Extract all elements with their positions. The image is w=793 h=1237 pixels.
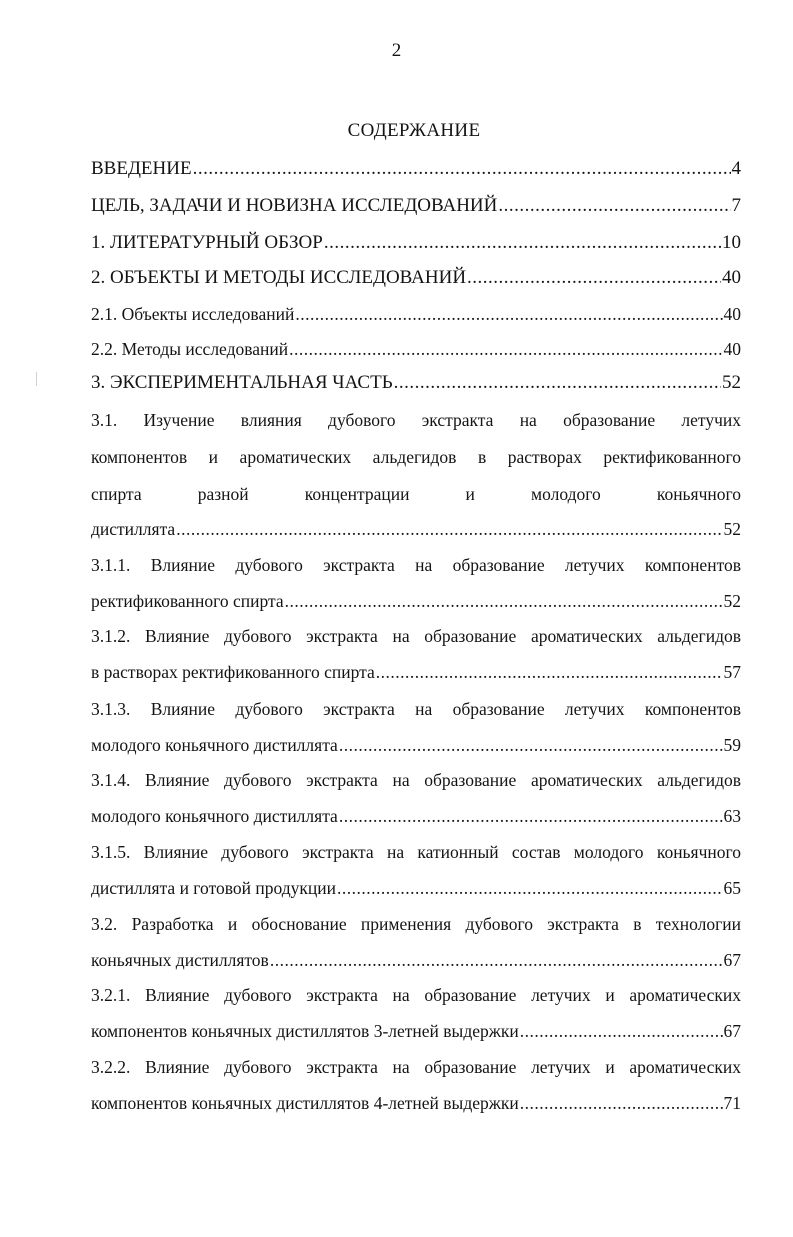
leader-dots [339,733,723,757]
toc-entry-experimental[interactable] [91,371,741,395]
toc-entry-title: 2.1. Объекты исследований [91,304,295,324]
toc-entry-3-1-4-last[interactable] [91,804,741,828]
toc-entry-3-2-last[interactable] [91,948,741,972]
toc-entry-title: 2.2. Методы исследований [91,339,289,359]
toc-entry-page: 59 [723,735,741,755]
leader-dots [376,660,723,684]
leader-dots [498,194,730,218]
toc-entry-page: 52 [723,519,741,539]
toc-entry-title: компонентов коньячных дистиллятов 3-летней выдержки [91,1021,519,1041]
toc-entry-title: в растворах ректификованного спирта [91,662,375,682]
toc-entry-title: ЦЕЛЬ, ЗАДАЧИ И НОВИЗНА ИССЛЕДОВАНИЙ [91,195,498,216]
toc-entry-title: молодого коньячного дистиллята [91,806,338,826]
toc-entry-page: 40 [723,339,741,359]
toc-entry-3-1-line1[interactable]: 3.1. Изучение влияния дубового экстракта на образование летучих [91,410,741,430]
leader-dots [520,1091,723,1115]
toc-entry-title: компонентов коньячных дистиллятов 4-летней выдержки [91,1093,519,1113]
leader-dots [193,157,731,181]
toc-entry-page: 52 [722,372,741,393]
toc-entry-3-1-3-last[interactable] [91,733,741,757]
toc-entry-title: дистиллята [91,519,176,539]
toc-entry-page: 57 [723,662,741,682]
toc-entry-3-1-1-last[interactable] [91,589,741,613]
leader-dots [324,231,721,255]
toc-entry-title: ректификованного спирта [91,591,284,611]
toc-entry-3-2-1-last[interactable] [91,1019,741,1043]
toc-entry-3-1-2-last[interactable] [91,660,741,684]
toc-entry-title: 2. ОБЪЕКТЫ И МЕТОДЫ ИССЛЕДОВАНИЙ [91,267,467,288]
toc-entry-page: 65 [723,878,741,898]
toc-entry-page: 67 [723,950,741,970]
toc-entry-2-1[interactable] [91,302,741,326]
toc-entry-3-1-5-line1[interactable]: 3.1.5. Влияние дубового экстракта на катионный состав молодого коньячного [91,842,741,862]
toc-entry-page: 71 [723,1093,741,1113]
toc-entry-3-2-1-line1[interactable]: 3.2.1. Влияние дубового экстракта на образование летучих и ароматических [91,985,741,1005]
toc-entry-3-1-line2[interactable]: компонентов и ароматических альдегидов в растворах ректификованного [91,447,741,467]
toc-entry-introduction[interactable] [91,157,741,181]
leader-dots [394,371,721,395]
toc-title: СОДЕРЖАНИЕ [347,120,481,141]
toc-entry-page: 63 [723,806,741,826]
toc-entry-title: дистиллята и готовой продукции [91,878,336,898]
toc-entry-title: коньячных дистиллятов [91,950,269,970]
leader-dots [295,302,722,326]
toc-entry-objects-methods[interactable] [91,266,741,290]
toc-entry-3-1-3-line1[interactable]: 3.1.3. Влияние дубового экстракта на образование летучих компонентов [91,699,741,719]
margin-mark [36,372,37,386]
toc-entry-3-2-2-line1[interactable]: 3.2.2. Влияние дубового экстракта на образование летучих и ароматических [91,1057,741,1077]
page-number: 2 [391,40,402,61]
toc-entry-page: 67 [723,1021,741,1041]
toc-entry-literature-review[interactable] [91,231,741,255]
toc-entry-page: 7 [731,195,741,216]
toc-entry-title: ВВЕДЕНИЕ [91,158,192,179]
toc-entry-3-1-last[interactable] [91,517,741,541]
toc-entry-3-1-4-line1[interactable]: 3.1.4. Влияние дубового экстракта на образование ароматических альдегидов [91,770,741,790]
toc-entry-title: 1. ЛИТЕРАТУРНЫЙ ОБЗОР [91,232,323,253]
toc-entry-3-1-5-last[interactable] [91,876,741,900]
toc-entry-page: 10 [722,232,741,253]
toc-entry-2-2[interactable] [91,337,741,361]
toc-entry-page: 52 [723,591,741,611]
toc-entry-page: 40 [722,267,741,288]
toc-entry-title: молодого коньячного дистиллята [91,735,338,755]
leader-dots [289,337,722,361]
toc-entry-3-1-2-line1[interactable]: 3.1.2. Влияние дубового экстракта на образование ароматических альдегидов [91,626,741,646]
leader-dots [337,876,723,900]
leader-dots [520,1019,723,1043]
toc-entry-page: 40 [723,304,741,324]
leader-dots [339,804,723,828]
toc-entry-page: 4 [731,158,741,179]
leader-dots [176,517,722,541]
leader-dots [285,589,723,613]
toc-entry-3-2-line1[interactable]: 3.2. Разработка и обоснование применения дубового экстракта в технологии [91,914,741,934]
toc-entry-3-2-2-last[interactable] [91,1091,741,1115]
toc-entry-goals[interactable] [91,194,741,218]
toc-entry-title: 3. ЭКСПЕРИМЕНТАЛЬНАЯ ЧАСТЬ [91,372,393,393]
leader-dots [467,266,721,290]
toc-entry-3-1-line3[interactable]: спирта разной концентрации и молодого коньячного [91,484,741,504]
toc-entry-3-1-1-line1[interactable]: 3.1.1. Влияние дубового экстракта на образование летучих компонентов [91,555,741,575]
leader-dots [270,948,723,972]
